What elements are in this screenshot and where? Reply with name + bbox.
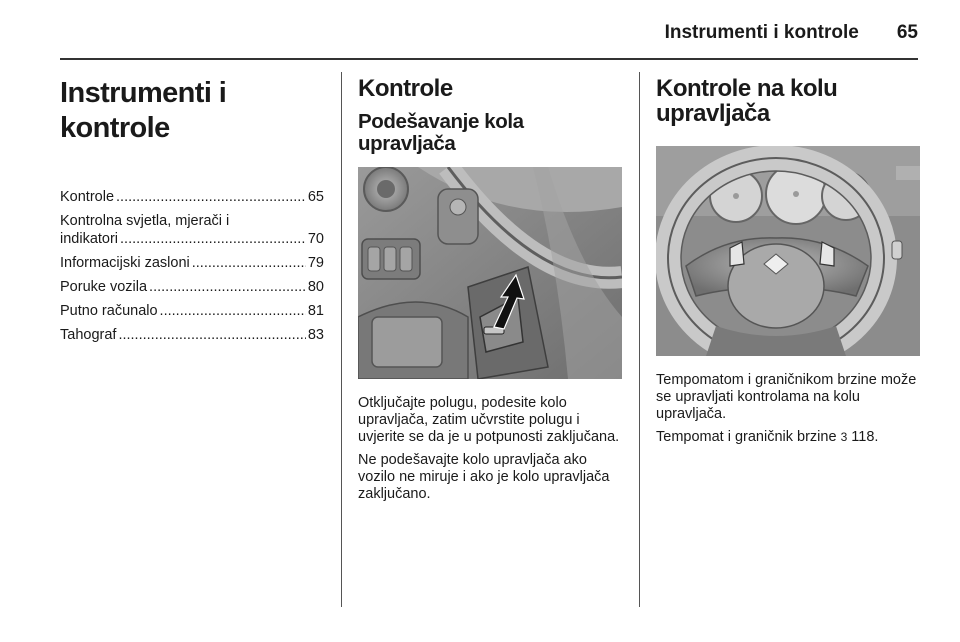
- subsection-title-podesavanje: Podešavanje kola upravljača: [358, 110, 524, 156]
- toc-label: Informacijski zasloni: [60, 254, 190, 271]
- paragraph-warning: Ne podešavajte kolo upravljača ako vozilo ne miruje i ako je kolo upravljača zaključano.: [358, 452, 610, 503]
- steering-lever-figure: [358, 167, 622, 379]
- paragraph-tempomat: Tempomatom i graničnikom brzine može se upravljati kontrolama na kolu upravljača.: [656, 372, 917, 423]
- toc-page: 79: [307, 254, 324, 271]
- toc-item-putno-racunalo[interactable]: [60, 302, 324, 320]
- table-of-contents: [60, 188, 324, 344]
- toc-label: indikatori: [60, 230, 119, 247]
- toc-label: Putno računalo: [60, 302, 158, 319]
- section-title-kontrole-na-kolu: Kontrole na kolu upravljača: [656, 75, 838, 128]
- toc-label-line1: Kontrolna svjetla, mjerači i: [60, 212, 230, 229]
- page-number: 65: [896, 22, 918, 43]
- column-divider-1: [341, 72, 342, 607]
- toc-item-informacijski-zasloni[interactable]: [60, 254, 324, 272]
- header-rule: [60, 58, 918, 60]
- kontrole-column: [358, 76, 622, 509]
- toc-item-tahograf[interactable]: [60, 326, 324, 344]
- column-divider-2: [639, 72, 640, 607]
- reference-text: Tempomat i graničnik brzine: [656, 429, 837, 446]
- steering-wheel-figure: [656, 146, 920, 356]
- toc-page: 65: [307, 188, 324, 205]
- section-title-kontrole: Kontrole: [358, 75, 453, 102]
- toc-item-kontrole[interactable]: [60, 188, 324, 206]
- toc-label: Kontrole: [60, 188, 115, 205]
- running-header: [60, 18, 918, 48]
- paragraph-reference: [656, 429, 920, 446]
- toc-label: Tahograf: [60, 326, 117, 343]
- page-reference-icon: 3: [840, 430, 848, 445]
- running-header-title: Instrumenti i kontrole: [664, 22, 859, 43]
- toc-label: Poruke vozila: [60, 278, 148, 295]
- paragraph-unlock-lever: Otključajte polugu, podesite kolo upravljača, zatim učvrstite polugu i uvjerite se da je u potpunosti zaključana.: [358, 395, 620, 446]
- kolo-column: [656, 76, 920, 452]
- toc-item-kontrolna-svjetla[interactable]: [60, 212, 324, 248]
- toc-page: 83: [307, 326, 324, 343]
- toc-page: 80: [307, 278, 324, 295]
- reference-page[interactable]: 118.: [851, 429, 879, 446]
- toc-page: 81: [307, 302, 324, 319]
- toc-page: 70: [307, 230, 324, 247]
- chapter-column: [60, 76, 324, 350]
- toc-item-poruke-vozila[interactable]: [60, 278, 324, 296]
- chapter-title: Instrumenti i kontrole: [60, 77, 227, 144]
